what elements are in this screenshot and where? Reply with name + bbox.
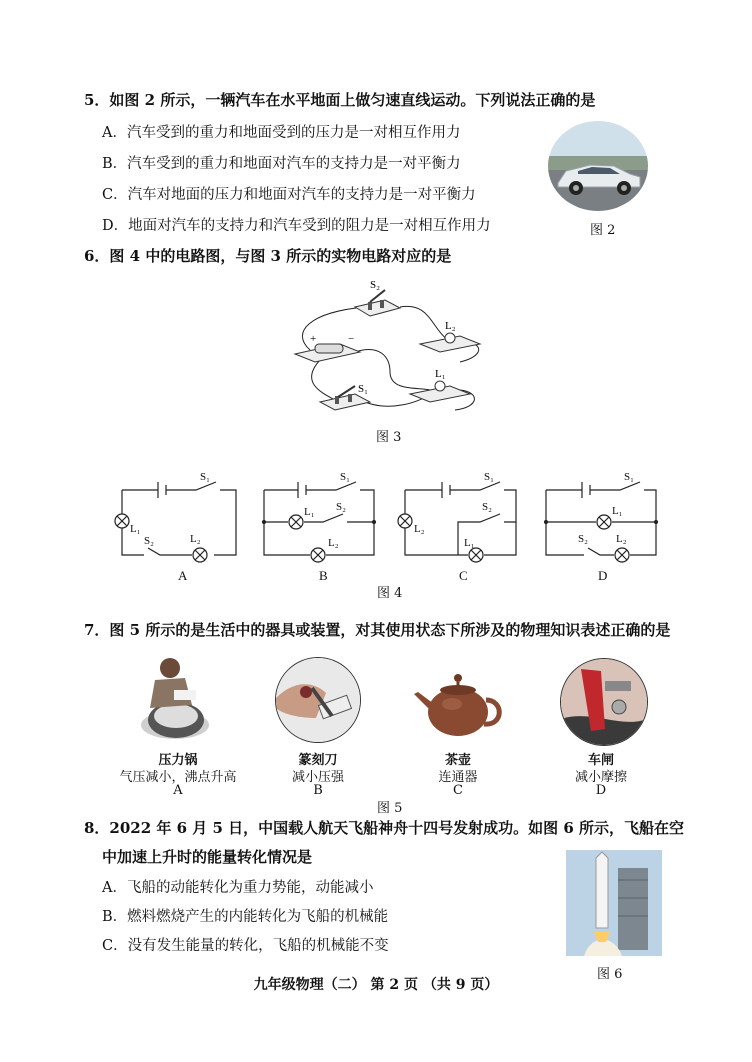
svg-text:S₂: S₂	[578, 533, 588, 545]
svg-text:+: +	[310, 333, 317, 345]
svg-text:S₁: S₁	[200, 471, 210, 483]
fig3-l1-label: L₁	[435, 368, 446, 380]
q8-option-c: C．没有发生能量的转化，飞船的机械能不变	[102, 938, 389, 954]
circuit-b	[263, 482, 376, 562]
figure-6-caption: 图 6	[597, 967, 623, 982]
svg-text:S₂: S₂	[144, 535, 154, 547]
rocket-launch-photo	[566, 850, 662, 956]
teapot-image	[412, 664, 504, 740]
figure-2-caption: 图 2	[590, 223, 616, 238]
svg-text:L₂: L₂	[328, 537, 339, 549]
pressure-cooker-image	[130, 650, 220, 742]
q5-option-d: D．地面对汽车的支持力和汽车受到的阻力是一对相互作用力	[102, 218, 491, 234]
q5-option-c: C．汽车对地面的压力和地面对汽车的支持力是一对平衡力	[102, 187, 476, 203]
svg-text:L₁: L₁	[304, 506, 315, 518]
item-b-name: 篆刻刀	[298, 753, 338, 768]
circuit-c	[398, 482, 516, 562]
circuit-d	[545, 482, 658, 562]
q7-stem: 7．图 5 所示的是生活中的器具或装置，对其使用状态下所涉及的物理知识表述正确的是	[84, 621, 671, 639]
svg-text:L₁: L₁	[464, 537, 475, 549]
q8-stem-line2: 中加速上升时的能量转化情况是	[102, 848, 313, 866]
svg-text:S₂: S₂	[336, 501, 346, 513]
circuit-d-letter: D	[598, 568, 608, 583]
svg-text:L₂: L₂	[414, 523, 425, 535]
physical-circuit-figure	[280, 272, 490, 422]
item-b-desc: 减小压强	[291, 770, 344, 785]
item-d-letter: D	[595, 783, 607, 798]
q5-stem: 5．如图 2 所示，一辆汽车在水平地面上做匀速直线运动。下列说法正确的是	[84, 91, 596, 109]
figure-5-caption: 图 5	[377, 801, 403, 816]
circuit-c-letter: C	[459, 568, 468, 583]
item-c-name: 茶壶	[444, 753, 471, 768]
q5-option-a: A．汽车受到的重力和地面受到的压力是一对相互作用力	[102, 125, 461, 141]
item-c-letter: C	[453, 783, 463, 798]
carving-knife-image	[275, 657, 361, 743]
page-footer: 九年级物理（二） 第 2 页 （共 9 页）	[253, 977, 499, 993]
svg-text:L₂: L₂	[190, 533, 201, 545]
battery-board	[295, 344, 360, 362]
svg-text:−: −	[348, 333, 355, 345]
q8-option-b: B．燃料燃烧产生的内能转化为飞船的机械能	[102, 909, 389, 925]
svg-text:S₂: S₂	[482, 501, 492, 513]
fig3-s2-label: S₂	[370, 279, 380, 291]
figure-4-caption: 图 4	[377, 586, 403, 601]
circuit-b-letter: B	[319, 568, 328, 583]
svg-text:L₁: L₁	[130, 523, 141, 535]
svg-text:L₁: L₁	[612, 505, 623, 517]
q6-stem: 6．图 4 中的电路图，与图 3 所示的实物电路对应的是	[84, 247, 452, 265]
switch-s2-board	[355, 290, 400, 316]
lamp-l1-board	[410, 381, 470, 402]
item-b-letter: B	[313, 783, 323, 798]
svg-text:S₁: S₁	[484, 471, 494, 483]
svg-text:S₁: S₁	[340, 471, 350, 483]
circuit-a	[115, 482, 236, 562]
item-c-desc: 连通器	[438, 770, 478, 785]
item-a-name: 压力锅	[158, 753, 198, 768]
item-a-desc: 气压减小，沸点升高	[119, 770, 237, 785]
figure-3-caption: 图 3	[376, 430, 402, 445]
bike-brake-image	[560, 658, 648, 746]
circuit-a-letter: A	[178, 568, 188, 583]
svg-text:S₁: S₁	[624, 471, 634, 483]
item-d-name: 车闸	[587, 753, 614, 768]
q8-option-a: A．飞船的动能转化为重力势能，动能减小	[102, 880, 374, 896]
svg-text:L₂: L₂	[616, 533, 627, 545]
item-a-letter: A	[173, 783, 183, 798]
q5-option-b: B．汽车受到的重力和地面对汽车的支持力是一对平衡力	[102, 156, 461, 172]
fig3-l2-label: L₂	[445, 320, 456, 332]
q8-stem-line1: 8．2022 年 6 月 5 日，中国载人航天飞船神舟十四号发射成功。如图 6 所示，飞船在空	[84, 819, 685, 837]
car-photo	[548, 121, 648, 211]
lamp-l2-board	[420, 333, 480, 352]
item-d-desc: 减小摩擦	[574, 770, 627, 785]
circuit-diagrams-figure	[108, 470, 678, 585]
fig3-s1-label: S₁	[358, 383, 368, 395]
